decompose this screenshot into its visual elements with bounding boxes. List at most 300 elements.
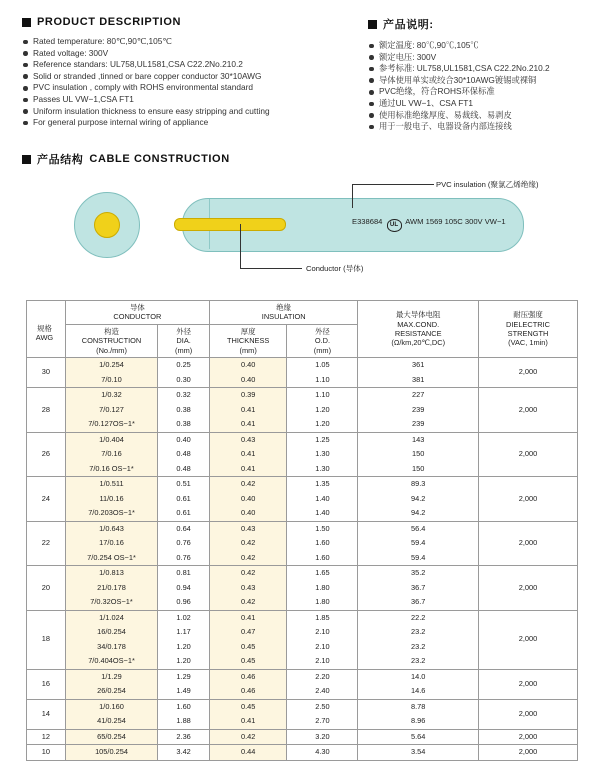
header-resistance	[358, 301, 479, 358]
table-row	[27, 432, 578, 477]
cell-awg-line: 28	[41, 404, 50, 414]
header-resistance-en2: RESISTANCE	[394, 329, 442, 339]
cell-construction	[65, 669, 158, 699]
cell-conductor-dia-line: 1.60	[176, 701, 191, 711]
cell-resistance-line: 150	[412, 463, 425, 473]
list-item: Uniform insulation thickness to ensure easy stripping and cutting	[22, 106, 362, 118]
cell-conductor-dia-line: 1.20	[176, 656, 191, 666]
header-dia-cn: 外径	[176, 326, 191, 336]
table-row	[27, 358, 578, 388]
cell-conductor-dia-line: 0.40	[176, 434, 191, 444]
cell-thickness	[209, 669, 286, 699]
cell-construction	[65, 358, 158, 388]
cell-thickness-line: 0.40	[240, 360, 256, 370]
product-description-title: PRODUCT DESCRIPTION	[37, 16, 182, 28]
cell-thickness-line: 0.42	[240, 538, 256, 548]
cell-conductor-dia-line: 1.20	[176, 641, 191, 651]
cell-construction-line: 7/0.127OS−1*	[88, 419, 135, 429]
cell-resistance-line: 381	[412, 374, 425, 384]
cell-od	[287, 521, 358, 566]
cell-conductor-dia-line: 1.88	[176, 716, 191, 726]
cell-construction-line: 16/0.254	[97, 627, 126, 637]
cell-resistance-line: 227	[412, 390, 425, 400]
cell-conductor-dia	[158, 745, 210, 761]
cell-od-line: 1.80	[315, 582, 330, 592]
list-item: 参考标准: UL758,UL1581,CSA C22.2No.210.2	[368, 63, 598, 75]
cell-thickness-line: 0.41	[240, 404, 256, 414]
cell-resistance-line: 239	[412, 419, 425, 429]
header-resistance-unit: (Ω/km,20℃,DC)	[391, 338, 446, 348]
cell-strength-line: 2,000	[518, 404, 538, 414]
cable-surface-print	[352, 217, 506, 232]
header-awg	[27, 302, 62, 343]
product-spec-block	[368, 16, 598, 133]
list-item: PVC绝缘，符合ROHS环保标准	[368, 86, 598, 98]
cell-resistance-line: 239	[412, 404, 425, 414]
cell-conductor-dia-line: 2.36	[176, 731, 191, 741]
leader-line-conductor-horizontal	[240, 268, 302, 269]
cell-construction-line: 1/0.813	[99, 568, 124, 578]
header-dia-en: DIA.	[176, 336, 191, 346]
cell-awg-line: 18	[41, 634, 50, 644]
cell-od-line: 4.30	[315, 747, 330, 757]
header-conductor-dia	[158, 324, 210, 357]
table-row	[27, 477, 578, 522]
cell-thickness	[209, 745, 286, 761]
table-row	[27, 669, 578, 699]
square-bullet-icon	[22, 155, 31, 164]
cable-body-conductor	[174, 218, 286, 231]
cell-construction-line: 1/0.643	[99, 523, 124, 533]
cell-conductor-dia-line: 0.25	[176, 360, 191, 370]
header-group-insulation	[209, 301, 358, 325]
cell-conductor-dia	[158, 432, 210, 477]
cell-construction-line: 21/0.178	[97, 582, 126, 592]
cell-thickness-line: 0.40	[240, 493, 256, 503]
cell-resistance-line: 89.3	[411, 479, 426, 489]
cell-thickness-line: 0.42	[240, 731, 256, 741]
cell-conductor-dia-line: 1.49	[176, 686, 191, 696]
cell-construction	[65, 432, 158, 477]
cell-od-line: 1.25	[315, 434, 330, 444]
table-group-header-row	[27, 301, 578, 325]
cell-od-line: 1.05	[315, 360, 330, 370]
cell-resistance-line: 3.54	[411, 747, 426, 757]
cell-conductor-dia	[158, 610, 210, 669]
cell-strength	[478, 432, 577, 477]
cell-resistance-line: 8.96	[411, 716, 426, 726]
cell-thickness-line: 0.41	[240, 419, 256, 429]
header-thickness-en: THICKNESS	[227, 336, 270, 346]
cell-construction-line: 1/0.404	[99, 434, 124, 444]
cell-awg	[27, 477, 66, 522]
cell-awg	[27, 699, 66, 729]
header-insulation-en: INSULATION	[261, 312, 306, 322]
cell-strength-line: 2,000	[518, 678, 538, 688]
cell-thickness-line: 0.41	[240, 463, 256, 473]
cell-conductor-dia-line: 1.17	[176, 627, 191, 637]
cell-conductor-dia	[158, 477, 210, 522]
cell-conductor-dia-line: 0.30	[176, 374, 191, 384]
cell-conductor-dia	[158, 566, 210, 611]
header-resistance-en: MAX.COND.	[397, 319, 440, 329]
cell-od-line: 1.10	[315, 390, 330, 400]
cell-thickness-line: 0.42	[240, 568, 256, 578]
cell-resistance-line: 23.2	[411, 641, 426, 651]
cell-thickness-line: 0.42	[240, 552, 256, 562]
cell-od	[287, 669, 358, 699]
header-strength-cn: 耐压强度	[513, 310, 543, 320]
cell-resistance-line: 5.64	[411, 731, 426, 741]
cell-resistance-line: 36.7	[411, 597, 426, 607]
cell-od-line: 2.10	[315, 641, 330, 651]
cell-thickness	[209, 432, 286, 477]
header-strength-unit: (VAC, 1min)	[508, 338, 548, 348]
cell-conductor-dia	[158, 521, 210, 566]
list-item: 导体使用单实或绞合30*10AWG镀锡或裸铜	[368, 75, 598, 87]
cell-awg	[27, 610, 66, 669]
square-bullet-icon	[368, 20, 377, 29]
cell-strength	[478, 388, 577, 433]
cell-conductor-dia-line: 0.48	[176, 463, 191, 473]
cell-resistance-line: 361	[412, 360, 425, 370]
cell-resistance	[358, 669, 479, 699]
cell-od	[287, 699, 358, 729]
cell-construction-line: 1/1.29	[101, 671, 122, 681]
cell-conductor-dia-line: 0.61	[176, 493, 191, 503]
cell-construction-line: 26/0.254	[97, 686, 126, 696]
cell-construction-line: 7/0.127	[99, 404, 124, 414]
cell-od-line: 2.10	[315, 656, 330, 666]
table-row	[27, 388, 578, 433]
cell-od	[287, 477, 358, 522]
table-row	[27, 566, 578, 611]
cell-thickness	[209, 521, 286, 566]
cell-od-line: 1.20	[315, 419, 330, 429]
cell-od	[287, 745, 358, 761]
cell-resistance-line: 143	[412, 434, 425, 444]
cell-resistance	[358, 432, 479, 477]
cell-strength	[478, 521, 577, 566]
header-thickness	[209, 324, 286, 357]
cell-od-line: 1.20	[315, 404, 330, 414]
cell-resistance	[358, 358, 479, 388]
header-strength-en: DIELECTRIC	[506, 319, 550, 329]
cell-conductor-dia-line: 1.02	[176, 612, 191, 622]
product-spec-list	[368, 40, 598, 133]
header-od-cn: 外径	[315, 326, 330, 336]
cell-resistance-line: 23.2	[411, 656, 426, 666]
cell-resistance-line: 150	[412, 449, 425, 459]
cell-awg	[27, 745, 66, 761]
cell-conductor-dia-line: 3.42	[176, 747, 191, 757]
leader-line-insulation-vertical	[352, 184, 353, 208]
cell-od	[287, 610, 358, 669]
cell-awg	[27, 388, 66, 433]
header-construction-unit: (No./mm)	[96, 345, 127, 355]
list-item: Passes UL VW−1,CSA FT1	[22, 94, 362, 106]
cell-od	[287, 432, 358, 477]
header-insulation-cn: 绝缘	[276, 303, 292, 312]
cell-resistance-line: 22.2	[411, 612, 426, 622]
list-item: 通过UL VW−1、CSA FT1	[368, 98, 598, 110]
cell-conductor-dia-line: 1.29	[176, 671, 191, 681]
cell-construction	[65, 477, 158, 522]
cell-construction-line: 7/0.10	[101, 374, 122, 384]
cell-thickness-line: 0.46	[240, 686, 256, 696]
cell-resistance-line: 14.0	[411, 671, 426, 681]
cell-awg-line: 22	[41, 538, 50, 548]
cell-strength	[478, 745, 577, 761]
print-code: E338684	[352, 217, 383, 226]
header-thickness-unit: (mm)	[239, 345, 257, 355]
header-awg-en: AWG	[35, 333, 54, 343]
cell-awg	[27, 566, 66, 611]
cell-thickness-line: 0.45	[240, 656, 256, 666]
cable-cross-section-conductor	[94, 212, 120, 238]
cell-od-line: 1.40	[315, 508, 330, 518]
cell-conductor-dia-line: 0.76	[176, 552, 191, 562]
cell-strength	[478, 358, 577, 388]
conductor-callout-label: Conductor (导体)	[306, 264, 364, 273]
cell-awg-line: 12	[41, 731, 50, 741]
cell-od-line: 1.35	[315, 479, 330, 489]
cell-construction-line: 41/0.254	[97, 716, 126, 726]
cell-resistance-line: 14.6	[411, 686, 426, 696]
header-od	[287, 324, 358, 357]
cell-resistance	[358, 521, 479, 566]
cell-od-line: 2.20	[315, 671, 330, 681]
cell-construction	[65, 610, 158, 669]
cell-construction-line: 34/0.178	[97, 641, 126, 651]
cell-awg	[27, 669, 66, 699]
cell-construction-line: 7/0.16	[101, 449, 122, 459]
header-resistance-cn: 最大导体电阻	[396, 310, 441, 320]
insulation-callout-label: PVC insulation (聚氯乙烯绝缘)	[436, 180, 539, 189]
cell-od-line: 1.80	[315, 597, 330, 607]
cell-resistance-line: 94.2	[411, 508, 426, 518]
cell-strength-line: 2,000	[518, 449, 538, 459]
cell-od-line: 1.10	[315, 374, 330, 384]
header-awg-cn: 规格	[37, 324, 52, 333]
cell-conductor-dia-line: 0.81	[176, 568, 191, 578]
header-construction	[65, 324, 158, 357]
table-row	[27, 521, 578, 566]
cell-awg-line: 26	[41, 449, 50, 459]
cell-thickness	[209, 388, 286, 433]
product-description-heading	[22, 16, 362, 28]
list-item: Reference standars: UL758,UL1581,CSA C22.2No.210.2	[22, 59, 362, 71]
cell-construction-line: 7/0.16 OS−1*	[89, 463, 134, 473]
leader-line-insulation-horizontal	[352, 184, 434, 185]
list-item: Rated temperature: 80℃,90℃,105℃	[22, 36, 362, 48]
cell-conductor-dia	[158, 729, 210, 745]
cell-thickness	[209, 358, 286, 388]
cell-thickness-line: 0.41	[240, 449, 256, 459]
table-row	[27, 699, 578, 729]
cable-diagram	[22, 176, 582, 286]
cell-construction-line: 1/0.511	[99, 479, 124, 489]
header-dia-unit: (mm)	[174, 345, 193, 355]
cell-awg-line: 24	[41, 493, 50, 503]
product-description-list	[22, 36, 362, 129]
cell-awg	[27, 432, 66, 477]
cell-od-line: 1.60	[315, 538, 330, 548]
cell-construction-line: 1/0.254	[99, 360, 124, 370]
leader-line-conductor-vertical	[240, 224, 241, 268]
cell-od-line: 1.60	[315, 552, 330, 562]
cell-od-line: 1.40	[315, 493, 330, 503]
table-body	[27, 358, 578, 761]
cell-construction	[65, 388, 158, 433]
cell-conductor-dia	[158, 669, 210, 699]
cell-conductor-dia	[158, 358, 210, 388]
cell-resistance-line: 59.4	[411, 538, 426, 548]
cable-construction-title-en: CABLE CONSTRUCTION	[89, 153, 230, 165]
cell-conductor-dia-line: 0.38	[176, 404, 191, 414]
cell-thickness-line: 0.43	[240, 523, 256, 533]
square-bullet-icon	[22, 18, 31, 27]
cell-strength-line: 2,000	[518, 731, 538, 741]
cell-thickness	[209, 477, 286, 522]
list-item: PVC insulation , comply with ROHS environmental standard	[22, 82, 362, 94]
cell-conductor-dia-line: 0.64	[176, 523, 191, 533]
list-item: Rated voltage: 300V	[22, 48, 362, 60]
header-conductor-en: CONDUCTOR	[113, 312, 162, 322]
cell-od-line: 1.50	[315, 523, 330, 533]
cell-od-line: 2.70	[315, 716, 330, 726]
cell-construction	[65, 745, 158, 761]
cell-conductor-dia-line: 0.61	[176, 508, 191, 518]
list-item: Solid or stranded ,tinned or bare copper conductor 30*10AWG	[22, 71, 362, 83]
cell-resistance	[358, 566, 479, 611]
cell-thickness	[209, 610, 286, 669]
cell-construction-line: 105/0.254	[95, 747, 128, 757]
cell-resistance	[358, 699, 479, 729]
cell-strength-line: 2,000	[518, 582, 538, 592]
cell-thickness	[209, 699, 286, 729]
cell-construction-line: 7/0.404OS−1*	[88, 656, 135, 666]
cell-construction-line: 7/0.203OS−1*	[88, 508, 135, 518]
cell-thickness-line: 0.42	[240, 479, 256, 489]
cell-resistance	[358, 745, 479, 761]
cell-thickness	[209, 729, 286, 745]
cell-resistance-line: 36.7	[411, 582, 426, 592]
cell-conductor-dia-line: 0.48	[176, 449, 191, 459]
cell-strength	[478, 669, 577, 699]
cell-construction-line: 1/0.32	[101, 390, 122, 400]
product-spec-heading	[368, 16, 598, 32]
table-row	[27, 745, 578, 761]
cell-resistance	[358, 388, 479, 433]
list-item: 额定温度: 80℃,90℃,105℃	[368, 40, 598, 52]
cell-resistance-line: 23.2	[411, 627, 426, 637]
cell-resistance	[358, 729, 479, 745]
cell-thickness-line: 0.44	[240, 747, 256, 757]
cell-thickness-line: 0.45	[240, 701, 256, 711]
cell-construction-line: 65/0.254	[97, 731, 126, 741]
cell-thickness-line: 0.40	[240, 508, 256, 518]
cell-strength-line: 2,000	[518, 367, 538, 377]
cell-strength-line: 2,000	[518, 538, 538, 548]
cell-conductor-dia-line: 0.32	[176, 390, 191, 400]
cell-conductor-dia-line: 0.38	[176, 419, 191, 429]
cell-awg-line: 14	[41, 708, 50, 718]
cell-awg-line: 20	[41, 582, 50, 592]
cell-od	[287, 566, 358, 611]
cell-conductor-dia	[158, 699, 210, 729]
cell-conductor-dia-line: 0.94	[176, 582, 191, 592]
list-item: 用于一般电子、电器设备内部连接线	[368, 121, 598, 133]
list-item: For general purpose internal wiring of appliance	[22, 117, 362, 129]
cell-construction-line: 1/1.024	[99, 612, 124, 622]
header-group-conductor	[65, 301, 209, 325]
cell-thickness-line: 0.42	[240, 597, 256, 607]
cell-strength	[478, 566, 577, 611]
cell-thickness-line: 0.41	[240, 612, 256, 622]
cell-thickness-line: 0.43	[240, 434, 256, 444]
cell-awg	[27, 521, 66, 566]
cable-construction-heading	[22, 151, 230, 167]
cell-construction	[65, 699, 158, 729]
cell-od-line: 2.50	[315, 701, 330, 711]
cell-thickness-line: 0.43	[240, 582, 256, 592]
cell-strength	[478, 729, 577, 745]
table-row	[27, 729, 578, 745]
cell-construction	[65, 566, 158, 611]
cell-thickness-line: 0.46	[240, 671, 256, 681]
cell-resistance-line: 94.2	[411, 493, 426, 503]
cell-resistance-line: 8.78	[411, 701, 426, 711]
header-strength	[478, 301, 577, 358]
cell-construction-line: 17/0.16	[99, 538, 124, 548]
cell-construction	[65, 729, 158, 745]
header-thickness-cn: 厚度	[240, 326, 256, 336]
cell-strength-line: 2,000	[518, 634, 538, 644]
cell-thickness-line: 0.41	[240, 716, 256, 726]
cell-thickness-line: 0.47	[240, 627, 256, 637]
cell-od	[287, 729, 358, 745]
cell-strength-line: 2,000	[518, 493, 538, 503]
header-strength-en2: STRENGTH	[507, 329, 549, 339]
cell-thickness-line: 0.45	[240, 641, 256, 651]
cell-resistance	[358, 477, 479, 522]
cell-construction	[65, 521, 158, 566]
cell-od-line: 2.40	[315, 686, 330, 696]
cell-thickness	[209, 566, 286, 611]
cell-awg	[27, 729, 66, 745]
cell-thickness-line: 0.40	[240, 374, 256, 384]
cell-awg-line: 10	[41, 747, 50, 757]
cell-conductor-dia-line: 0.76	[176, 538, 191, 548]
cell-resistance-line: 56.4	[411, 523, 426, 533]
cell-od-line: 1.30	[315, 463, 330, 473]
cell-od-line: 1.65	[315, 568, 330, 578]
print-rating: AWM 1569 105C 300V VW−1	[405, 217, 506, 226]
cell-conductor-dia-line: 0.96	[176, 597, 191, 607]
cell-thickness-line: 0.39	[240, 390, 256, 400]
header-construction-en: CONSTRUCTION	[81, 336, 142, 346]
cell-strength	[478, 610, 577, 669]
cell-conductor-dia-line: 0.51	[176, 479, 191, 489]
cell-strength-line: 2,000	[518, 747, 538, 757]
cell-strength-line: 2,000	[518, 708, 538, 718]
list-item: 使用标准绝缘厚度、易裁线、易剥皮	[368, 110, 598, 122]
cell-construction-line: 7/0.254 OS−1*	[87, 552, 136, 562]
cell-awg	[27, 358, 66, 388]
cell-conductor-dia	[158, 388, 210, 433]
cell-od-line: 1.85	[315, 612, 330, 622]
